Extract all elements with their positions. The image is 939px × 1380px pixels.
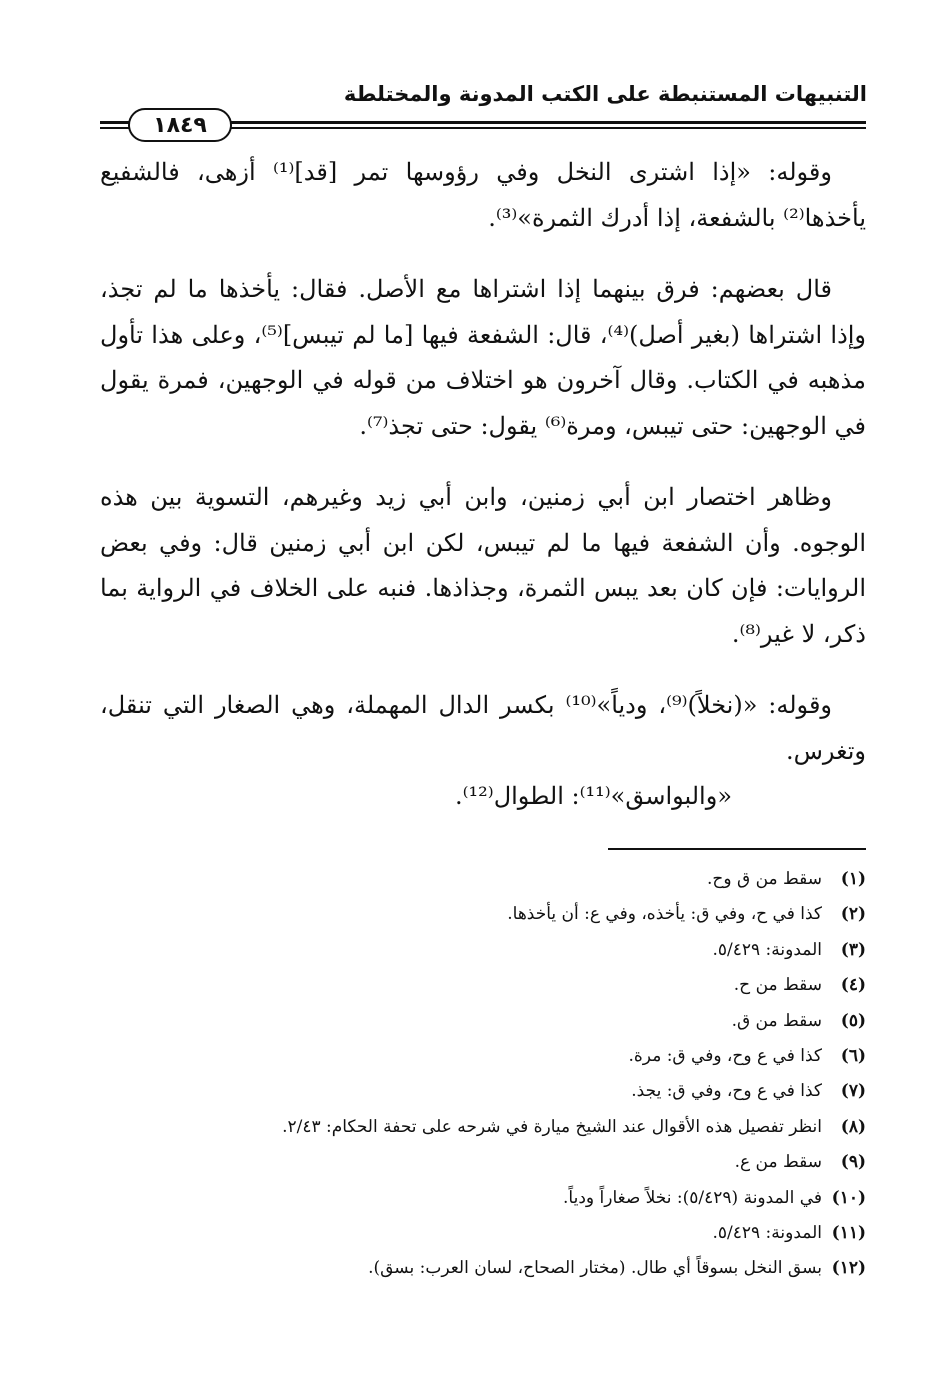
footnote bbox=[100, 1004, 866, 1039]
paragraph-2: قال بعضهم: فرق بينهما إذا اشتراها مع الأصل. فقال: يأخذها ما لم تجذ، وإذا اشتراها (بغير أصل)⁽⁴⁾، قال: الشفعة فيها [ما لم تيبس]⁽⁵⁾، وعلى هذا تأول مذهبه في الكتاب. وقال آخرون هو اختلاف من قوله في الوجهين، فمرة يقول في الوجهين: حتى تيبس، ومرة⁽⁶⁾ يقول: حتى تجذ⁽⁷⁾. bbox=[100, 275, 867, 440]
footnote-number: (٣) bbox=[840, 939, 866, 960]
main-text bbox=[100, 150, 866, 820]
footnote bbox=[100, 862, 866, 897]
footnotes bbox=[100, 862, 866, 1287]
footnote bbox=[100, 968, 866, 1003]
footnote bbox=[100, 1251, 866, 1286]
footnote-text: بسق النخل بسوقاً أي طال. (مختار الصحاح، لسان العرب: بسق). bbox=[368, 1258, 822, 1279]
paragraph-1: وقوله: «إذا اشترى النخل وفي رؤوسها تمر [قد]⁽¹⁾ أزهى، فالشفيع يأخذها⁽²⁾ بالشفعة، إذا أدرك الثمرة»⁽³⁾. bbox=[100, 158, 866, 232]
footnote-text: المدونة: ٥/٤٢٩. bbox=[712, 1222, 822, 1243]
footnote-text: كذا في ع وح، وفي ق: مرة. bbox=[628, 1045, 822, 1066]
footnote-number: (٦) bbox=[840, 1045, 866, 1066]
footnote-number: (٩) bbox=[840, 1152, 866, 1173]
footnote-number: (٢) bbox=[840, 904, 866, 925]
footnote-separator bbox=[608, 848, 866, 850]
footnote-text: كذا في ع وح، وفي ق: يجذ. bbox=[631, 1081, 822, 1102]
footnote-number: (١٠) bbox=[831, 1187, 866, 1208]
footnote-number: (٨) bbox=[840, 1116, 866, 1137]
footnote-number: (٤) bbox=[840, 975, 866, 996]
footnote-text: في المدونة (٥/٤٢٩): نخلاً صغاراً ودياً. bbox=[563, 1187, 822, 1208]
footnote-text: سقط من ع. bbox=[734, 1152, 822, 1173]
running-title: التنبيهات المستنبطة على الكتب المدونة والمختلطة bbox=[343, 82, 867, 106]
footnote bbox=[100, 1039, 866, 1074]
footnote-text: كذا في ح، وفي ق: يأخذه، وفي ع: أن يأخذها. bbox=[507, 904, 822, 925]
footnote-number: (١) bbox=[840, 869, 866, 889]
footnote-text: المدونة: ٥/٤٢٩. bbox=[712, 939, 822, 960]
footnote-number: (٧) bbox=[840, 1081, 866, 1102]
paragraph-5: «والبواسق»⁽¹¹⁾: الطوال⁽¹²⁾. bbox=[455, 782, 732, 810]
footnote bbox=[100, 1145, 866, 1180]
footnote-text: سقط من ق. bbox=[731, 1010, 822, 1031]
footnote bbox=[100, 1181, 866, 1216]
footnote-text: سقط من ق وح. bbox=[706, 869, 822, 889]
footnote bbox=[100, 933, 866, 968]
footnote-text: انظر تفصيل هذه الأقوال عند الشيخ ميارة في شرحه على تحفة الحكام: ٢/٤٣. bbox=[282, 1116, 822, 1137]
page-number: ١٨٤٩ bbox=[128, 108, 232, 142]
footnote bbox=[100, 897, 866, 932]
footnote bbox=[100, 1110, 866, 1145]
paragraph-3: وظاهر اختصار ابن أبي زمنين، وابن أبي زيد وغيرهم، التسوية بين هذه الوجوه. وأن الشفعة فيها ما لم تيبس، لكن ابن أبي زمنين قال: وفي بعض الروايات: فإن كان بعد يبس الثمرة، وجذاذها. فنبه على الخلاف في الرواية بما ذكر، لا غير⁽⁸⁾. bbox=[100, 483, 866, 648]
footnote bbox=[100, 1074, 866, 1109]
footnote-number: (١٢) bbox=[831, 1258, 866, 1279]
footnote bbox=[100, 1216, 866, 1251]
footnote-text: سقط من ح. bbox=[733, 975, 822, 996]
footnote-number: (٥) bbox=[840, 1010, 866, 1031]
paragraph-4: وقوله: «(نخلاً)⁽⁹⁾، ودياً»⁽¹⁰⁾ بكسر الدال المهملة، وهي الصغار التي تنقل، وتغرس. bbox=[100, 691, 866, 765]
footnote-number: (١١) bbox=[831, 1222, 866, 1243]
